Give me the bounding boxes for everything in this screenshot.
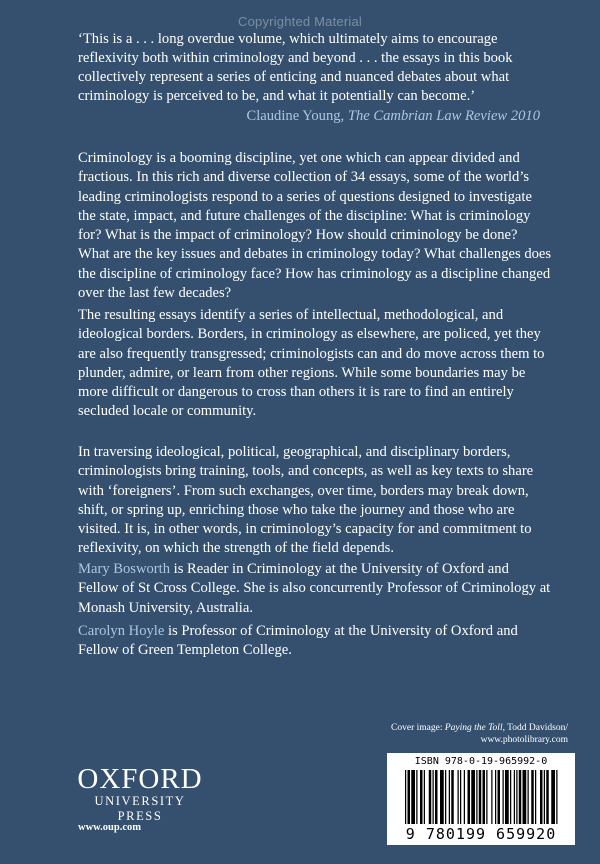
author-name: Carolyn Hoyle bbox=[78, 623, 165, 639]
barcode-bar bbox=[523, 770, 527, 824]
barcode-bar bbox=[544, 770, 545, 824]
barcode-bars bbox=[403, 770, 559, 826]
author-bio-text: is Professor of Criminology at the University of Oxford and Fellow of Green Templeton College. bbox=[78, 623, 518, 659]
description-paragraph-3: In traversing ideological, political, geographical, and disciplinary borders, criminologists bring training, tools, and concepts, as well as key texts to share with ‘foreigners’. From such exchanges, over time, borders may break down, shift, or spring up, enriching those who take the journey and those who are visited. It is, in other words, in criminology’s capacity for and commitment to reflexivity, on which the strength of the field depends. bbox=[78, 444, 534, 557]
author-name: Mary Bosworth bbox=[78, 561, 171, 577]
barcode-bar bbox=[486, 770, 487, 824]
barcode-bar bbox=[540, 770, 543, 824]
barcode-bar bbox=[411, 770, 415, 824]
barcode-bar bbox=[440, 770, 444, 824]
publisher-logo bbox=[70, 764, 210, 824]
barcode-bar bbox=[516, 770, 517, 824]
isbn-barcode bbox=[387, 753, 575, 845]
barcode-bar bbox=[476, 770, 477, 824]
quote-author: Claudine Young, bbox=[246, 108, 348, 124]
barcode-bar bbox=[405, 770, 406, 824]
copyright-watermark: Copyrighted Material bbox=[238, 14, 362, 29]
description-paragraph-1: Criminology is a booming discipline, yet one which can appear divided and fractious. In this rich and diverse collection of 34 essays, some of the world’s leading criminologists respond to a series of questions designed to investigate the state, impact, and future challenges of the discipline: What is criminology for? What is the impact of criminology? How should criminology be done? What are the key issues and debates in criminology today? What challenges does the discipline of criminology face? How has criminology as a discipline changed over the last few decades? bbox=[78, 150, 552, 302]
barcode-bar bbox=[510, 770, 511, 824]
barcode-bar bbox=[498, 770, 501, 824]
barcode-bar bbox=[546, 770, 549, 824]
barcode-bar bbox=[435, 770, 438, 824]
barcode-bar bbox=[449, 770, 450, 824]
barcode-bar bbox=[408, 770, 411, 824]
barcode-bar bbox=[528, 770, 529, 824]
author-bio-text: is Reader in Criminology at the University of Oxford and Fellow of St Cross College. She is also concurrently Professor of Criminology at Monash University, Australia. bbox=[78, 561, 551, 616]
barcode-bar bbox=[551, 770, 555, 824]
publisher-url: www.oup.com bbox=[78, 822, 142, 833]
author-bio-hoyle bbox=[78, 622, 552, 661]
barcode-bar bbox=[483, 770, 486, 824]
barcode-bar bbox=[556, 770, 557, 824]
isbn-digits: 9 780199 659920 bbox=[405, 825, 557, 843]
barcode-bar bbox=[416, 770, 417, 824]
barcode-bar bbox=[420, 770, 423, 824]
quote-source: The Cambrian Law Review 2010 bbox=[347, 108, 540, 124]
barcode-bar bbox=[471, 770, 475, 824]
credit-prefix: Cover image: bbox=[391, 723, 445, 733]
barcode-bar bbox=[519, 770, 522, 824]
cover-image-credit bbox=[300, 722, 568, 746]
barcode-bar bbox=[514, 770, 515, 824]
barcode-bar bbox=[468, 770, 471, 824]
publisher-press: UNIVERSITY PRESS bbox=[94, 794, 186, 823]
barcode-bar bbox=[479, 770, 482, 824]
description-paragraph-2: The resulting essays identify a series of intellectual, methodological, and ideological borders. Borders, in criminology as elsewhere, are policed, yet they are also frequently transgressed; criminologists can and do move across them to plunder, admire, or learn from other regions. While some boundaries may be more difficult or dangerous to cross than others it is rare to find an entirely secluded locale or community. bbox=[78, 307, 545, 420]
credit-suffix: , Todd Davidson/ bbox=[502, 723, 568, 733]
publisher-name: OXFORD bbox=[77, 763, 203, 795]
barcode-bar bbox=[491, 770, 492, 824]
barcode-bar bbox=[505, 770, 509, 824]
barcode-bar bbox=[460, 770, 461, 824]
barcode-bar bbox=[433, 770, 434, 824]
quote-attribution bbox=[78, 108, 540, 125]
review-quote: ‘This is a . . . long overdue volume, which ultimately aims to encourage reflexivity both within criminology and beyond . . . the essays in this book collectively represent a series of enticing and nuanced debates about what criminology is perceived to be, and what it potentially can become.’ bbox=[78, 31, 513, 104]
barcode-bar bbox=[495, 770, 496, 824]
author-bio-bosworth bbox=[78, 560, 552, 618]
barcode-bar bbox=[451, 770, 454, 824]
barcode-bar bbox=[445, 770, 446, 824]
barcode-bar bbox=[535, 770, 536, 824]
barcode-bar bbox=[503, 770, 504, 824]
credit-site: www.photolibrary.com bbox=[480, 735, 568, 745]
barcode-bar bbox=[429, 770, 432, 824]
isbn-label: ISBN 978-0-19-965992-0 bbox=[414, 756, 548, 767]
barcode-bar bbox=[424, 770, 425, 824]
barcode-bar bbox=[458, 770, 459, 824]
barcode-bar bbox=[531, 770, 534, 824]
credit-title: Paying the Toll bbox=[444, 723, 503, 733]
barcode-bar bbox=[464, 770, 465, 824]
